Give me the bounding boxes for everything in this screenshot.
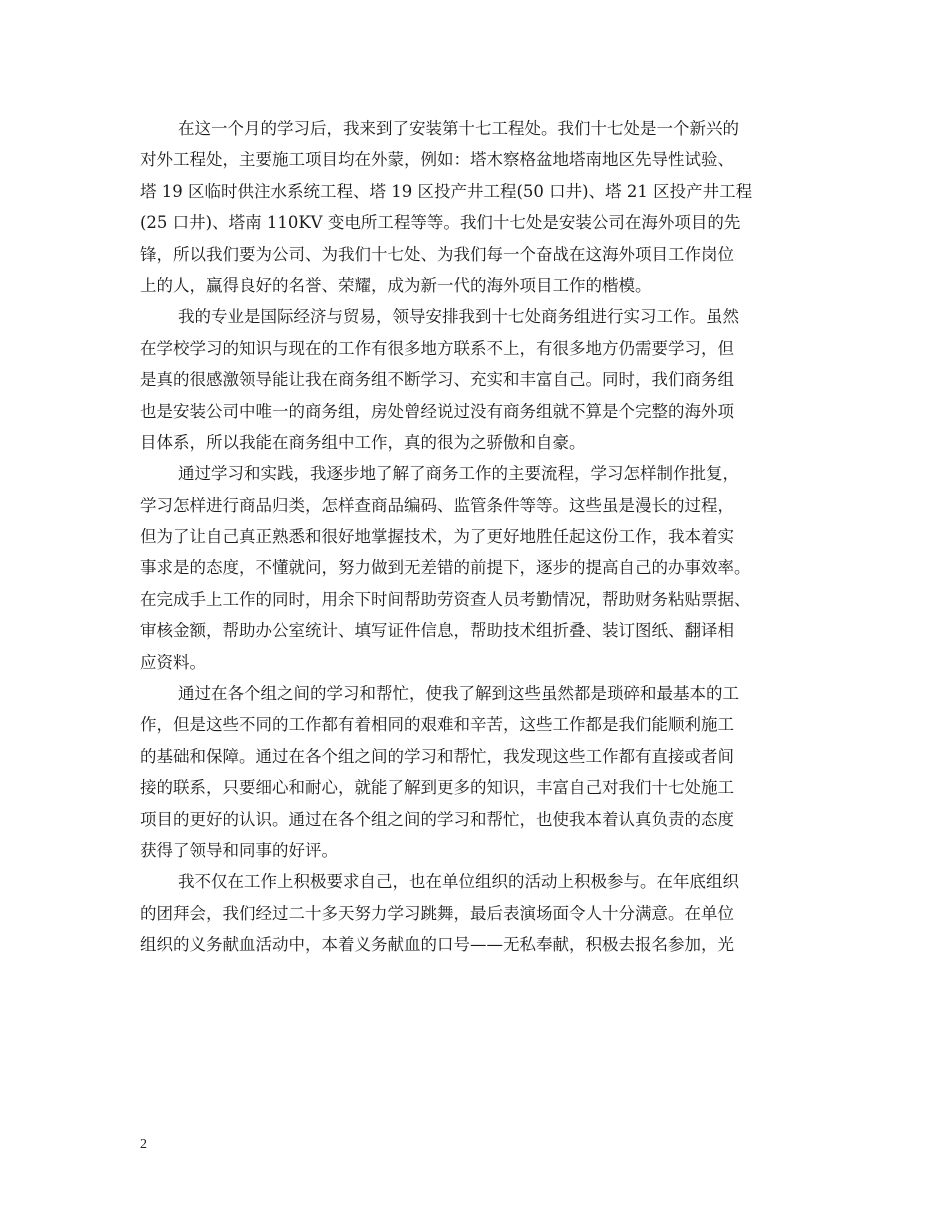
paragraph-line: 通过学习和实践，我逐步地了解了商务工作的主要流程，学习怎样制作批复，	[178, 464, 739, 484]
page-number: 2	[140, 1137, 147, 1152]
paragraph-line: 在学校学习的知识与现在的工作有很多地方联系不上，有很多地方仍需要学习，但	[140, 338, 734, 358]
paragraph-5	[140, 866, 816, 960]
paragraph-line: 通过在各个组之间的学习和帮忙，使我了解到这些虽然都是琐碎和最基本的工	[178, 684, 739, 704]
paragraph-line: 接的联系，只要细心和耐心，就能了解到更多的知识，丰富自己对我们十七处施工	[140, 778, 734, 798]
paragraph-4	[140, 678, 816, 866]
paragraph-line: 的团拜会，我们经过二十多天努力学习跳舞，最后表演场面令人十分满意。在单位	[140, 903, 734, 923]
paragraph-line: 审核金额，帮助办公室统计、填写证件信息，帮助技术组折叠、装订图纸、翻译相	[140, 621, 734, 641]
paragraph-line: 塔 19 区临时供注水系统工程、塔 19 区投产井工程(50 口井)、塔 21 区投产井工程	[140, 181, 753, 201]
paragraph-line: 组织的义务献血活动中，本着义务献血的口号——无私奉献，积极去报名参加，光	[140, 935, 734, 955]
paragraph-line: 应资料。	[140, 652, 206, 672]
paragraph-line: 上的人，赢得良好的名誉、荣耀，成为新一代的海外项目工作的楷模。	[140, 275, 652, 295]
paragraph-line: (25 口井)、塔南 110KV 变电所工程等等。我们十七处是安装公司在海外项目的先	[140, 213, 741, 233]
paragraph-line: 获得了领导和同事的好评。	[140, 840, 338, 860]
body-text	[140, 113, 816, 961]
paragraph-line: 目体系，所以我能在商务组中工作，真的很为之骄傲和自豪。	[140, 432, 586, 452]
paragraph-line: 对外工程处，主要施工项目均在外蒙，例如：塔木察格盆地塔南地区先导性试验、	[140, 150, 734, 170]
paragraph-line: 事求是的态度，不懂就问，努力做到无差错的前提下，逐步的提高自己的办事效率。	[140, 558, 751, 578]
paragraph-line: 我不仅在工作上积极要求自己，也在单位组织的活动上积极参与。在年底组织	[178, 872, 739, 892]
paragraph-3	[140, 458, 816, 678]
paragraph-line: 但为了让自己真正熟悉和很好地掌握技术，为了更好地胜任起这份工作，我本着实	[140, 527, 734, 547]
paragraph-line: 在这一个月的学习后，我来到了安装第十七工程处。我们十七处是一个新兴的	[178, 119, 739, 138]
paragraph-line: 是真的很感激领导能让我在商务组不断学习、充实和丰富自己。同时，我们商务组	[140, 370, 734, 390]
paragraph-line: 项目的更好的认识。通过在各个组之间的学习和帮忙，也使我本着认真负责的态度	[140, 809, 734, 829]
paragraph-line: 学习怎样进行商品归类，怎样查商品编码、监管条件等等。这些虽是漫长的过程，	[140, 495, 734, 515]
paragraph-line: 我的专业是国际经济与贸易，领导安排我到十七处商务组进行实习工作。虽然	[178, 307, 739, 327]
paragraph-line: 锋，所以我们要为公司、为我们十七处、为我们每一个奋战在这海外项目工作岗位	[140, 244, 734, 264]
paragraph-line: 的基础和保障。通过在各个组之间的学习和帮忙，我发现这些工作都有直接或者间	[140, 746, 734, 766]
paragraph-line: 在完成手上工作的同时，用余下时间帮助劳资查人员考勤情况，帮助财务粘贴票据、	[140, 589, 751, 609]
paragraph-line: 作，但是这些不同的工作都有着相同的艰难和辛苦，这些工作都是我们能顺利施工	[140, 715, 734, 735]
paragraph-1	[140, 113, 816, 301]
paragraph-2	[140, 301, 816, 458]
paragraph-line: 也是安装公司中唯一的商务组，房处曾经说过没有商务组就不算是个完整的海外项	[140, 401, 734, 421]
